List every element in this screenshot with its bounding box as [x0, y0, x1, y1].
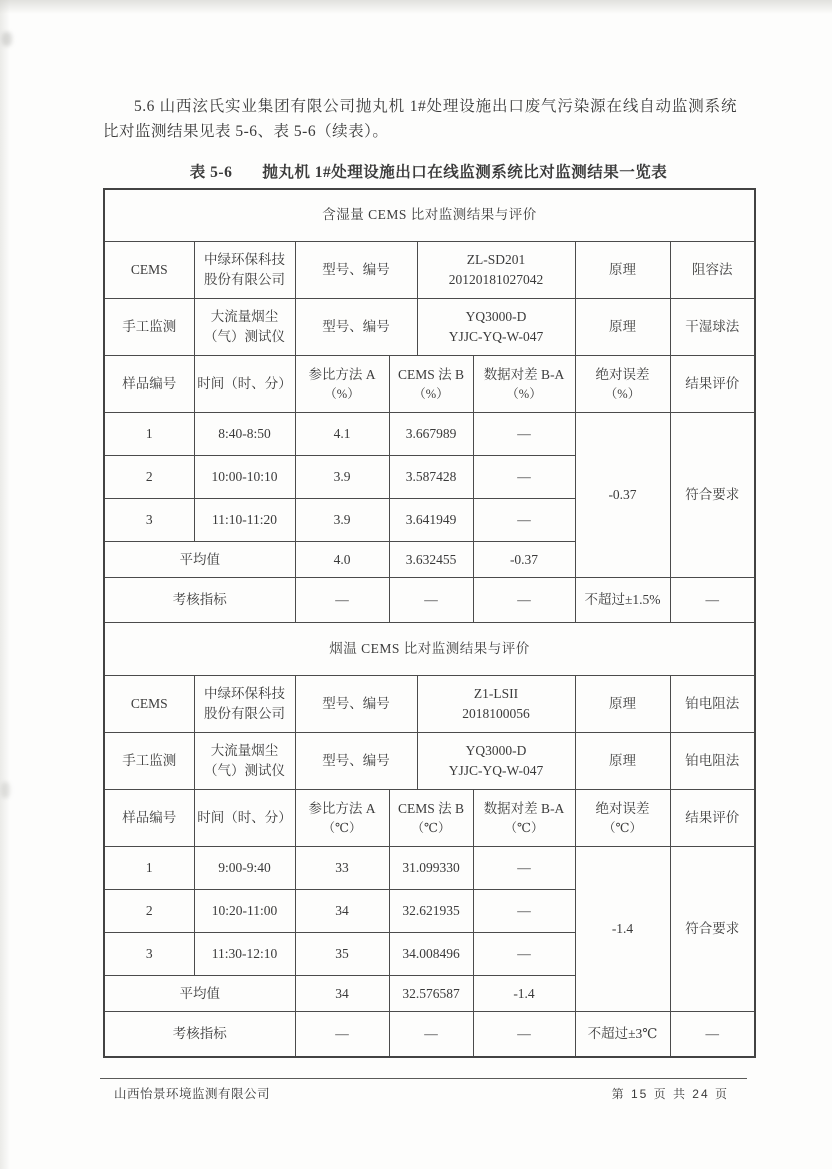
cell-sample-no: 3 — [104, 499, 194, 542]
table-caption-number: 表 5-6 — [189, 163, 233, 181]
cell-time: 11:10-11:20 — [194, 499, 295, 542]
cell-model-field-label: 型号、编号 — [295, 676, 417, 733]
section-title-temperature: 烟温 CEMS 比对监测结果与评价 — [104, 623, 755, 676]
vendor-line2: 股份有限公司 — [204, 272, 285, 287]
cell-abs-error: -1.4 — [575, 847, 670, 1012]
cell-cems-vendor — [194, 676, 295, 733]
col-header-time: 时间（时、分） — [194, 356, 295, 413]
model-line1: Z1-LSII — [473, 686, 519, 702]
header-unit: （%） — [413, 386, 449, 401]
vendor-line1: 大流量烟尘 — [210, 309, 279, 325]
cell-cems-value: 3.641949 — [389, 499, 473, 542]
page-content — [103, 0, 756, 1058]
vendor-line1: 中绿环保科技 — [204, 252, 285, 268]
cell-model-field-label: 型号、编号 — [295, 299, 417, 356]
scan-edge-shadow-left — [0, 0, 10, 1169]
cell-sample-no: 1 — [104, 413, 194, 456]
table-caption-title: 抛丸机 1#处理设施出口在线监测系统比对监测结果一览表 — [262, 163, 668, 181]
model-line2: YJJC-YQ-W-047 — [448, 763, 544, 778]
cell-cems-model — [417, 676, 575, 733]
col-header-abs — [575, 356, 670, 413]
col-header-diff — [473, 356, 575, 413]
cell-manual-principle: 干湿球法 — [670, 299, 755, 356]
cell-assess-dash: — — [670, 1012, 755, 1057]
cell-assess-label: 考核指标 — [104, 1012, 295, 1057]
cell-cems-vendor — [194, 242, 295, 299]
cell-ref: 35 — [295, 933, 389, 976]
cell-assess-limit: 不超过±3℃ — [575, 1012, 670, 1057]
col-header-cems — [389, 356, 473, 413]
cell-model-field-label: 型号、编号 — [295, 242, 417, 299]
intro-paragraph: 5.6 山西泫氏实业集团有限公司抛丸机 1#处理设施出口废气污染源在线自动监测系统比对监测结果见表 5-6、表 5-6（续表）。 — [103, 98, 737, 140]
cell-principle-label: 原理 — [575, 676, 670, 733]
cell-cems-value: 3.587428 — [389, 456, 473, 499]
cell-cems-label: CEMS — [104, 242, 194, 299]
header-unit: （℃） — [504, 820, 544, 835]
cell-cems-principle: 阻容法 — [670, 242, 755, 299]
cell-cems-value: 32.621935 — [389, 890, 473, 933]
cell-cems-value: 34.008496 — [389, 933, 473, 976]
cell-diff: — — [473, 499, 575, 542]
cell-avg-ref: 34 — [295, 976, 389, 1012]
header-unit: （%） — [324, 386, 360, 401]
header-label: 数据对差 B-A — [483, 367, 565, 383]
cell-diff: — — [473, 847, 575, 890]
cell-time: 11:30-12:10 — [194, 933, 295, 976]
header-label: 绝对误差 — [595, 801, 650, 817]
vendor-line2: （气）测试仪 — [204, 763, 285, 778]
cell-avg-diff: -1.4 — [473, 976, 575, 1012]
cell-manual-model — [417, 733, 575, 790]
cell-assess-dash: — — [473, 1012, 575, 1057]
cell-assess-label: 考核指标 — [104, 578, 295, 623]
cell-avg-ref: 4.0 — [295, 542, 389, 578]
cell-sample-no: 2 — [104, 890, 194, 933]
cell-assess-dash: — — [670, 578, 755, 623]
cell-ref: 33 — [295, 847, 389, 890]
cell-manual-vendor — [194, 733, 295, 790]
cell-cems-label: CEMS — [104, 676, 194, 733]
cell-result: 符合要求 — [670, 413, 755, 578]
cell-cems-value: 3.667989 — [389, 413, 473, 456]
col-header-cems — [389, 790, 473, 847]
cell-assess-limit: 不超过±1.5% — [575, 578, 670, 623]
cell-principle-label: 原理 — [575, 299, 670, 356]
cell-result: 符合要求 — [670, 847, 755, 1012]
cell-assess-dash: — — [389, 578, 473, 623]
cell-ref: 3.9 — [295, 456, 389, 499]
cell-avg-cems: 3.632455 — [389, 542, 473, 578]
scan-artifact — [2, 32, 12, 46]
header-label: 绝对误差 — [595, 367, 650, 383]
cell-assess-dash: — — [295, 1012, 389, 1057]
cell-assess-dash: — — [295, 578, 389, 623]
cell-assess-dash: — — [389, 1012, 473, 1057]
vendor-line2: 股份有限公司 — [204, 706, 285, 721]
col-header-sample: 样品编号 — [104, 790, 194, 847]
vendor-line1: 中绿环保科技 — [204, 686, 285, 702]
model-line1: YQ3000-D — [465, 309, 527, 325]
footer-divider — [100, 1078, 747, 1079]
footer-page-number: 第 15 页 共 24 页 — [611, 1086, 729, 1101]
model-line2: YJJC-YQ-W-047 — [448, 329, 544, 344]
cell-manual-label: 手工监测 — [104, 299, 194, 356]
footer-company-name: 山西怡景环境监测有限公司 — [114, 1087, 271, 1101]
cell-ref: 3.9 — [295, 499, 389, 542]
cell-diff: — — [473, 933, 575, 976]
table-caption — [103, 160, 754, 182]
cell-manual-vendor — [194, 299, 295, 356]
cell-principle-label: 原理 — [575, 733, 670, 790]
col-header-diff — [473, 790, 575, 847]
cell-cems-model — [417, 242, 575, 299]
cell-average-label: 平均值 — [104, 542, 295, 578]
cell-manual-principle: 铂电阻法 — [670, 733, 755, 790]
vendor-line1: 大流量烟尘 — [210, 743, 279, 759]
col-header-ref — [295, 790, 389, 847]
model-line2: 2018100056 — [462, 706, 530, 721]
cell-time: 9:00-9:40 — [194, 847, 295, 890]
col-header-time: 时间（时、分） — [194, 790, 295, 847]
cell-cems-principle: 铂电阻法 — [670, 676, 755, 733]
cell-manual-label: 手工监测 — [104, 733, 194, 790]
header-unit: （℃） — [411, 820, 451, 835]
header-label: CEMS 法 B — [397, 367, 465, 383]
cell-model-field-label: 型号、编号 — [295, 733, 417, 790]
col-header-sample: 样品编号 — [104, 356, 194, 413]
cell-diff: — — [473, 413, 575, 456]
col-header-abs — [575, 790, 670, 847]
cell-time: 8:40-8:50 — [194, 413, 295, 456]
cell-avg-diff: -0.37 — [473, 542, 575, 578]
scan-artifact — [1, 782, 10, 798]
cell-avg-cems: 32.576587 — [389, 976, 473, 1012]
cell-principle-label: 原理 — [575, 242, 670, 299]
cell-average-label: 平均值 — [104, 976, 295, 1012]
header-label: 参比方法 A — [308, 801, 376, 817]
comparison-results-table — [103, 188, 756, 1058]
cell-ref: 34 — [295, 890, 389, 933]
cell-sample-no: 3 — [104, 933, 194, 976]
model-line1: ZL-SD201 — [466, 252, 526, 268]
header-unit: （℃） — [603, 820, 642, 835]
header-unit: （℃） — [322, 820, 362, 835]
header-label: 数据对差 B-A — [483, 801, 565, 817]
cell-cems-value: 31.099330 — [389, 847, 473, 890]
col-header-result: 结果评价 — [670, 356, 755, 413]
vendor-line2: （气）测试仪 — [204, 329, 285, 344]
header-label: CEMS 法 B — [397, 801, 465, 817]
cell-ref: 4.1 — [295, 413, 389, 456]
header-unit: （%） — [506, 386, 542, 401]
cell-assess-dash: — — [473, 578, 575, 623]
cell-sample-no: 1 — [104, 847, 194, 890]
col-header-ref — [295, 356, 389, 413]
model-line1: YQ3000-D — [465, 743, 527, 759]
cell-sample-no: 2 — [104, 456, 194, 499]
model-line2: 20120181027042 — [448, 272, 544, 287]
col-header-result: 结果评价 — [670, 790, 755, 847]
cell-manual-model — [417, 299, 575, 356]
cell-time: 10:20-11:00 — [194, 890, 295, 933]
page-footer — [100, 1084, 747, 1102]
cell-time: 10:00-10:10 — [194, 456, 295, 499]
cell-abs-error: -0.37 — [575, 413, 670, 578]
section-title-humidity: 含湿量 CEMS 比对监测结果与评价 — [104, 189, 755, 242]
header-unit: （%） — [604, 386, 641, 401]
header-label: 参比方法 A — [308, 367, 376, 383]
cell-diff: — — [473, 456, 575, 499]
cell-diff: — — [473, 890, 575, 933]
